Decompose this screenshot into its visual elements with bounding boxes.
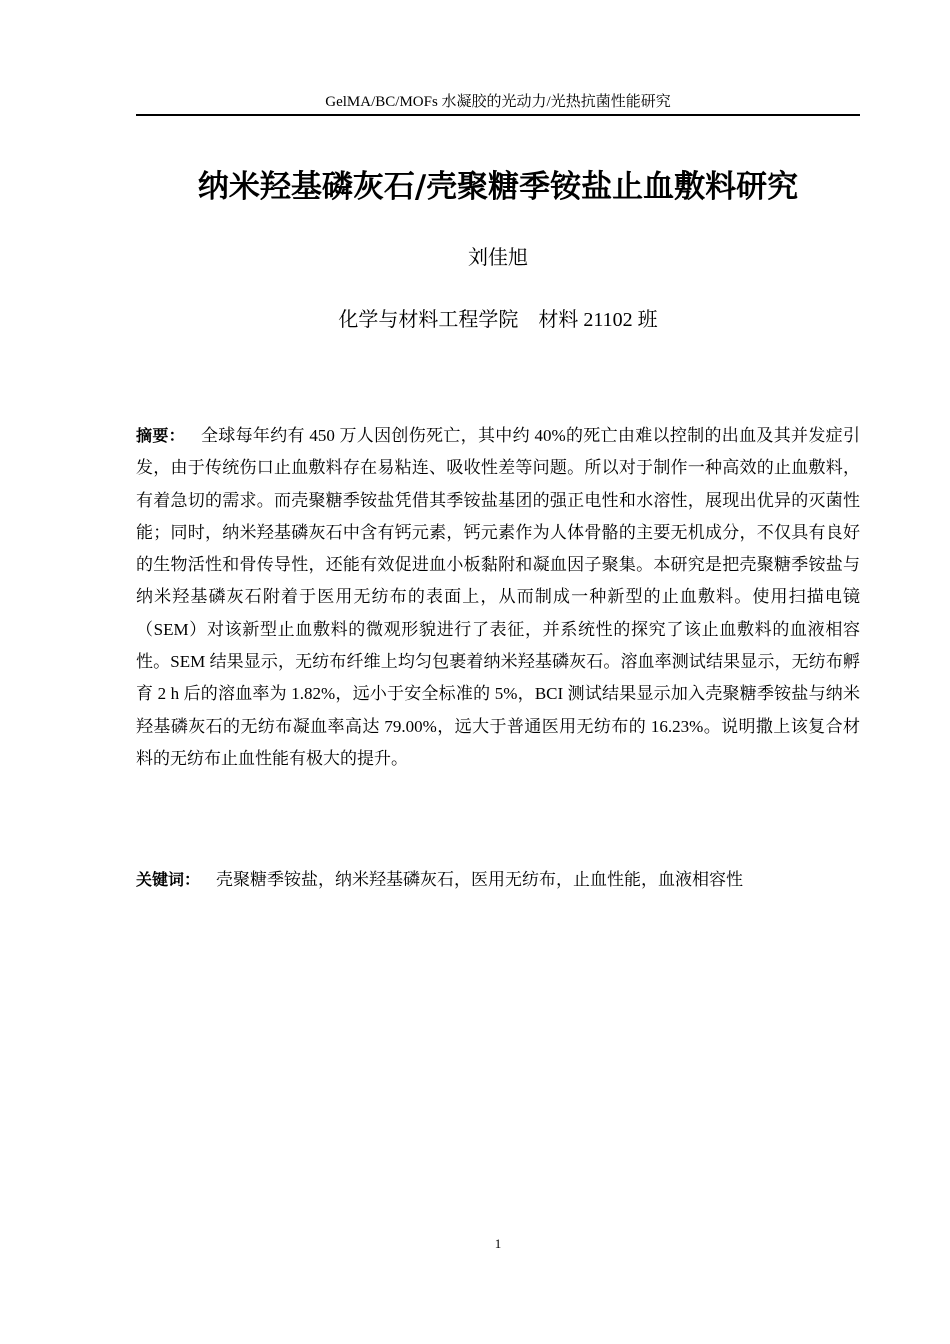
keywords-label: 关键词： (136, 870, 201, 889)
keywords-text: 壳聚糖季铵盐，纳米羟基磷灰石，医用无纺布，止血性能，血液相容性 (216, 870, 744, 889)
author-affiliation (136, 306, 860, 334)
abstract-label: 摘要： (136, 426, 185, 445)
header-divider (136, 114, 860, 116)
abstract (136, 420, 860, 775)
page-number: 1 (494, 1236, 502, 1251)
school-name: 化学与材料工程学院 (338, 309, 519, 331)
keywords (136, 864, 860, 896)
class-name: 材料 21102 班 (538, 309, 658, 331)
running-header: GelMA/BC/MOFs 水凝胶的光动力/光热抗菌性能研究 (325, 94, 671, 110)
abstract-text: 全球每年约有 450 万人因创伤死亡，其中约 40%的死亡由难以控制的出血及其并发症引发，由于传统伤口止血敷料存在易粘连、吸收性差等问题。所以对于制作一种高效的止血敷料，有着急切的需求。而壳聚糖季铵盐凭借其季铵盐基团的强正电性和水溶性，展现出优异的灭菌性能；同时，纳米羟基磷灰石中含有钙元素，钙元素作为人体骨骼的主要无机成分，不仅具有良好的生物活性和骨传导性，还能有效促进血小板黏附和凝血因子聚集。本研究是把壳聚糖季铵盐与纳米羟基磷灰石附着于医用无纺布的表面上，从而制成一种新型的止血敷料。使用扫描电镜（SEM）对该新型止血敷料的微观形貌进行了表征，并系统性的探究了该止血敷料的血液相容性。SEM 结果显示，无纺布纤维上均匀包裹着纳米羟基磷灰石。溶血率测试结果显示，无纺布孵育 2 h 后的溶血率为 1.82%，远小于安全标准的 5%，BCI 测试结果显示加入壳聚糖季铵盐与纳米羟基磷灰石的无纺布凝血率高达 79.00%，远大于普通医用无纺布的 16.23%。说明撒上该复合材料的无纺布止血性能有极大的提升。 (136, 426, 860, 768)
paper-title: 纳米羟基磷灰石/壳聚糖季铵盐止血敷料研究 (197, 169, 799, 205)
author-name: 刘佳旭 (468, 247, 528, 269)
